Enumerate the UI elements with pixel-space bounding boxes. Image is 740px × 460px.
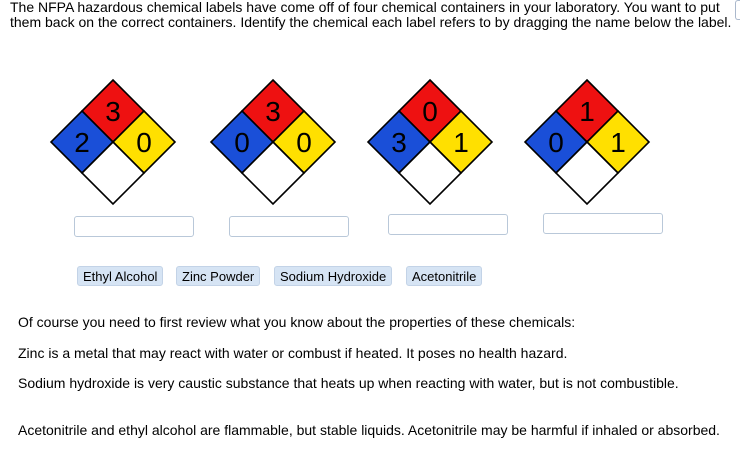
flammability-rating: 3 — [265, 96, 281, 127]
flammability-rating: 0 — [422, 96, 438, 127]
choice-ethyl-alcohol[interactable]: Ethyl Alcohol — [77, 266, 163, 286]
instructions-text: The NFPA hazardous chemical labels have come off of four chemical containers in your laboratory. You want to put them back on the correct containers. Identify the chemical each label refers to by dragging the name below the label. — [10, 0, 732, 30]
instability-rating: 0 — [296, 127, 312, 158]
drop-target-4[interactable] — [543, 213, 663, 234]
flammability-rating: 3 — [105, 96, 121, 127]
choice-zinc-powder[interactable]: Zinc Powder — [176, 266, 260, 286]
drop-target-1[interactable] — [74, 216, 194, 237]
sodium-hydroxide-paragraph: Sodium hydroxide is very caustic substance that heats up when reacting with water, but is not combustible. — [18, 375, 679, 391]
health-rating: 2 — [74, 127, 90, 158]
instability-rating: 0 — [136, 127, 152, 158]
flammability-rating: 1 — [579, 96, 595, 127]
choice-acetonitrile[interactable]: Acetonitrile — [406, 266, 482, 286]
nfpa-diamond-1 — [48, 78, 178, 208]
nfpa-diamond-2 — [208, 78, 338, 208]
nfpa-diamond-4 — [522, 78, 652, 208]
scroll-edge — [735, 0, 740, 20]
choice-sodium-hydroxide[interactable]: Sodium Hydroxide — [274, 266, 392, 286]
instability-rating: 1 — [453, 127, 469, 158]
intro-paragraph: Of course you need to first review what you know about the properties of these chemicals: — [18, 314, 576, 330]
nfpa-diamond-3 — [365, 78, 495, 208]
health-rating: 3 — [391, 127, 407, 158]
drop-target-3[interactable] — [388, 214, 508, 235]
health-rating: 0 — [548, 127, 564, 158]
instability-rating: 1 — [610, 127, 626, 158]
drop-target-2[interactable] — [229, 216, 349, 237]
health-rating: 0 — [234, 127, 250, 158]
acetonitrile-paragraph: Acetonitrile and ethyl alcohol are flammable, but stable liquids. Acetonitrile may be harmful if inhaled or absorbed. — [18, 422, 720, 438]
zinc-paragraph: Zinc is a metal that may react with water or combust if heated. It poses no health hazard. — [18, 345, 568, 361]
